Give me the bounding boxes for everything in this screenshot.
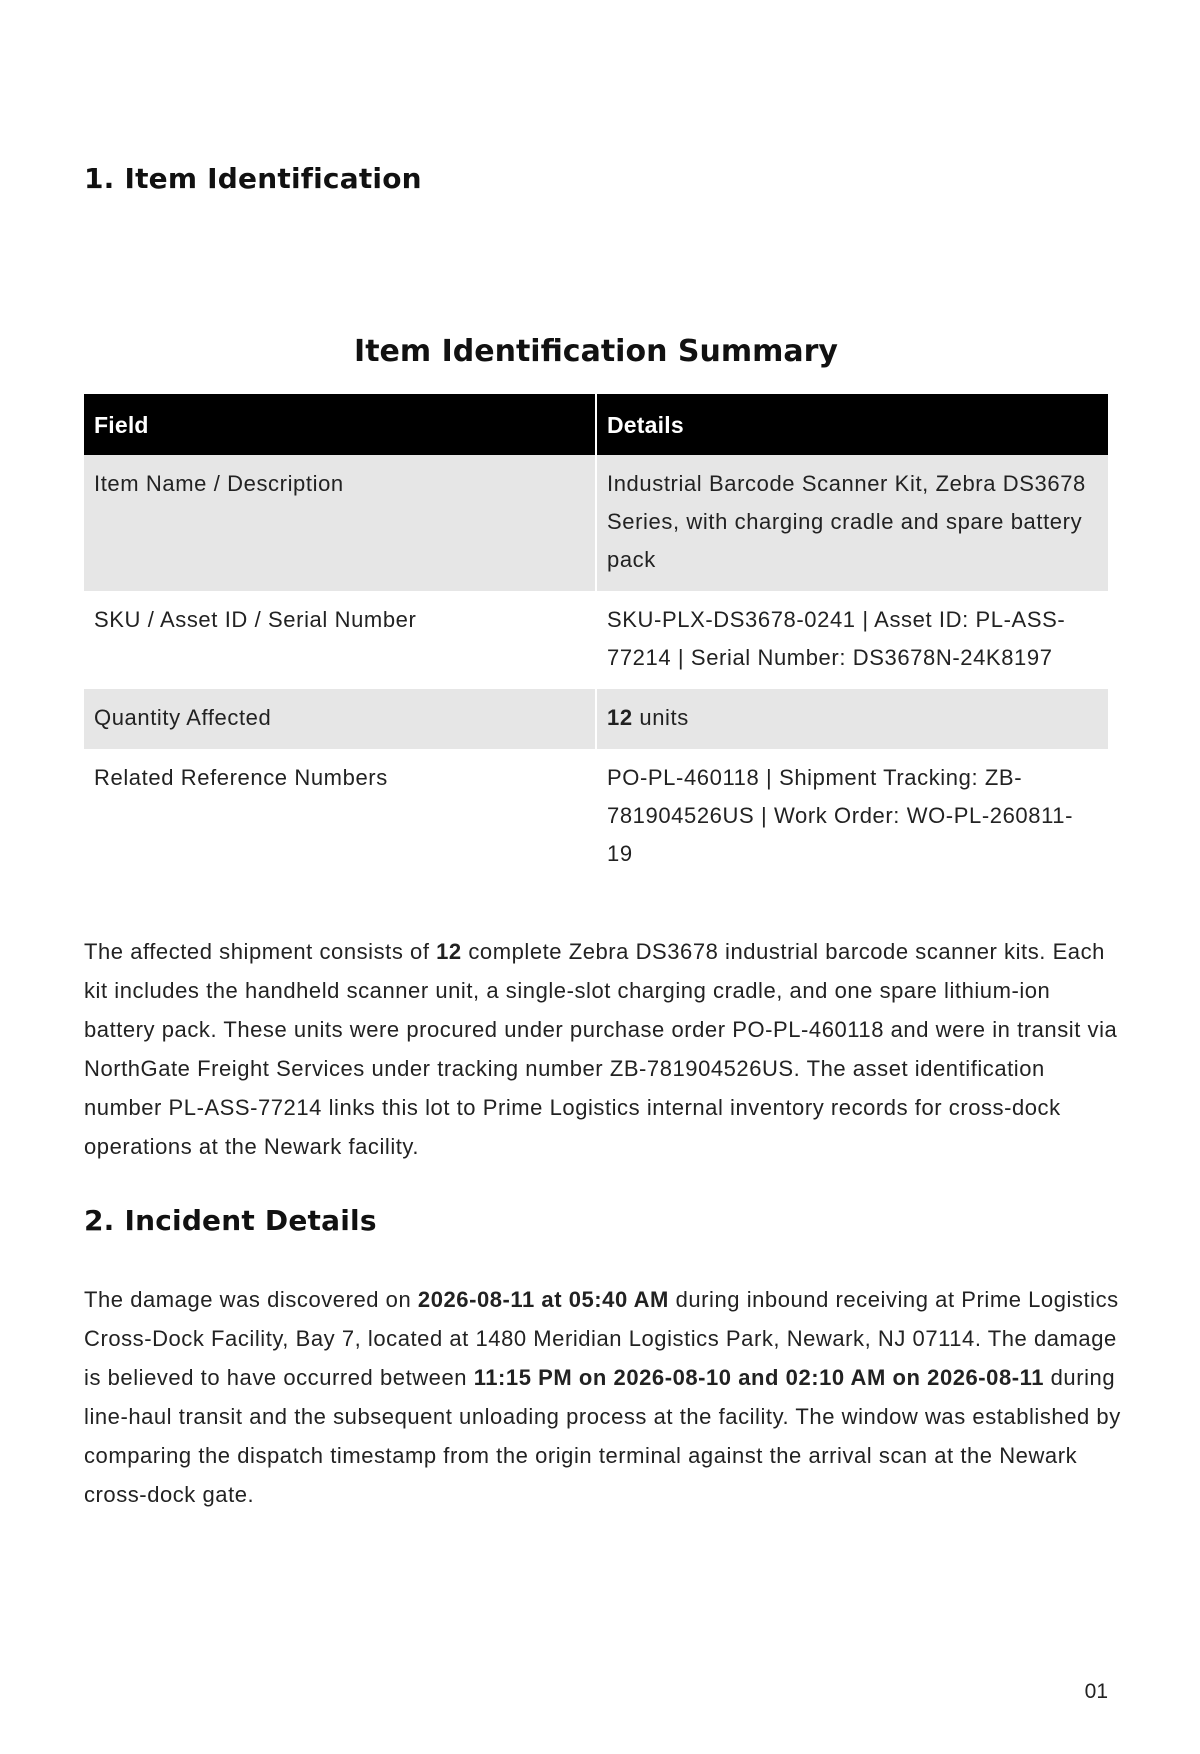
page-number: 01 [1084, 1680, 1108, 1703]
text-run: complete Zebra DS3678 industrial barcode scanner kits. Each kit includes the handheld scanner unit, a single-slot charging cradle, and one spare lithium-ion battery pack. These units were procured under purchase order PO-PL-460118 and were in transit via NorthGate Freight Services under tracking number ZB-781904526US. The asset identification number PL-ASS-77214 links this lot to Prime Logistics internal inventory records for cross-dock operations at the Newark facility. [84, 939, 1118, 1159]
item-identification-table [84, 394, 1108, 885]
table-row [84, 749, 1108, 885]
incident-details-paragraph [84, 1280, 1124, 1514]
field-cell: Item Name / Description [84, 455, 596, 591]
quantity-value: 12 [607, 705, 633, 730]
details-cell: Industrial Barcode Scanner Kit, Zebra DS3678 Series, with charging cradle and spare battery pack [596, 455, 1108, 591]
table-row [84, 689, 1108, 749]
bold-text-run: 12 [436, 939, 462, 964]
field-cell: Related Reference Numbers [94, 765, 388, 790]
table-row [84, 455, 1108, 591]
text-run: The affected shipment consists of [84, 939, 437, 964]
text-run: during inbound receiving at Prime Logistics Cross-Dock Facility, Bay 7, located at 1480 Meridian Logistics Park, Newark, NJ 07114. The damage is believed to have occurred between [84, 1287, 1119, 1390]
bold-text-run: 2026-08-11 at 05:40 AM [417, 1287, 669, 1312]
text-run: The damage was discovered on [84, 1287, 418, 1312]
table-title: Item Identification Summary [354, 334, 838, 369]
details-cell [596, 689, 1108, 749]
quantity-unit: units [632, 705, 689, 730]
table-header-row [84, 394, 1108, 455]
field-cell: Quantity Affected [84, 689, 596, 749]
column-header-details: Details [596, 394, 1108, 455]
column-header-field: Field [84, 394, 596, 455]
section-heading-item-identification: 1. Item Identification [84, 162, 422, 195]
text-run: during line-haul transit and the subsequent unloading process at the facility. The window was established by comparing the dispatch timestamp from the origin terminal against the arrival scan at the Newark cross-dock gate. [84, 1365, 1121, 1507]
bold-text-run: 11:15 PM on 2026-08-10 and 02:10 AM on 2026-08-11 [473, 1365, 1044, 1390]
details-cell: SKU-PLX-DS3678-0241 | Asset ID: PL-ASS-77214 | Serial Number: DS3678N-24K8197 [596, 591, 1108, 689]
table-row [84, 591, 1108, 689]
item-description-paragraph [84, 932, 1124, 1166]
details-cell: PO-PL-460118 | Shipment Tracking: ZB-781904526US | Work Order: WO-PL-260811-19 [596, 749, 1108, 885]
field-cell: SKU / Asset ID / Serial Number [94, 607, 417, 632]
section-heading-incident-details: 2. Incident Details [84, 1204, 377, 1237]
